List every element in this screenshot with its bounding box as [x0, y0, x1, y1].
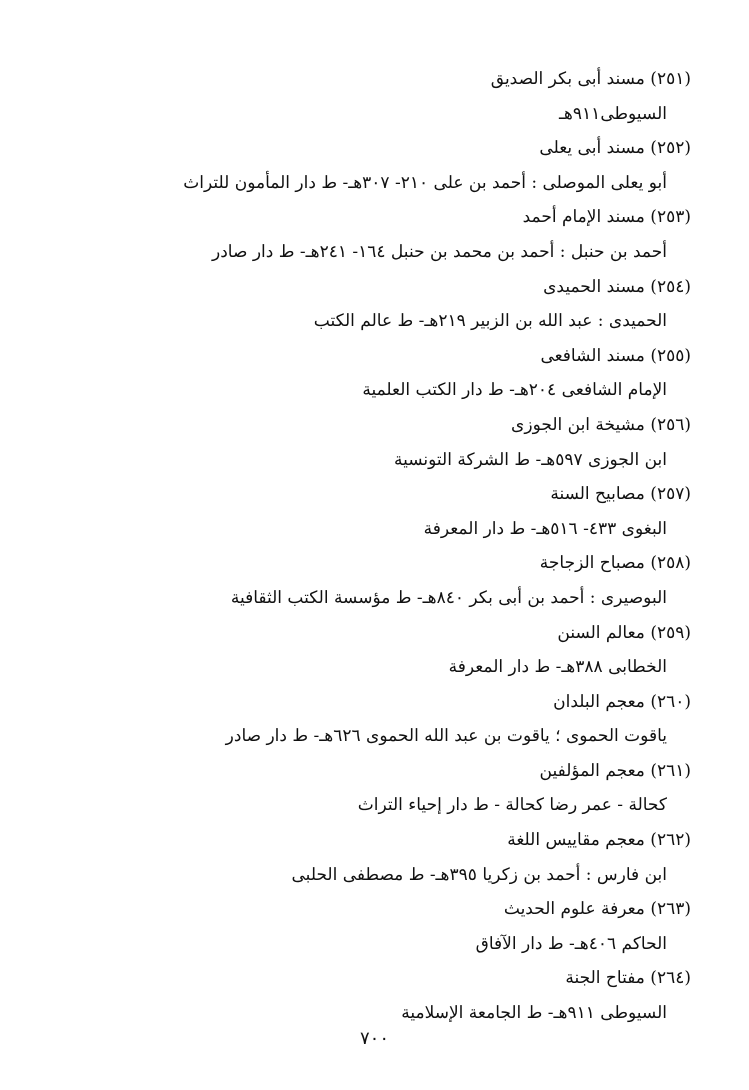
entry-detail: الخطابى ٣٨٨هـ- ط دار المعرفة — [448, 657, 667, 678]
entry-detail: كحالة - عمر رضا كحالة - ط دار إحياء التراث — [357, 795, 667, 816]
page-number: ٧٠٠ — [359, 1028, 389, 1049]
entry-detail: الحاكم ٤٠٦هـ- ط دار الآفاق — [475, 933, 667, 954]
entry-detail: ياقوت الحموى ؛ ياقوت بن عبد الله الحموى ٦٢٦هـ- ط دار صادر — [225, 726, 667, 747]
bibliography-entry — [91, 892, 691, 961]
entry-title: (٢٦١) معجم المؤلفين — [539, 760, 691, 781]
bibliography-list — [91, 62, 691, 1031]
bibliography-entry — [91, 200, 691, 269]
entry-title: (٢٥١) مسند أبى بكر الصديق — [490, 69, 691, 89]
entry-detail: الحميدى : عبد الله بن الزبير ٢١٩هـ- ط عالم الكتب — [313, 311, 667, 332]
bibliography-entry — [91, 754, 691, 823]
entry-title: (٢٥٢) مسند أبى يعلى — [539, 138, 691, 159]
entry-detail: الإمام الشافعى ٢٠٤هـ- ط دار الكتب العلمية — [362, 380, 667, 401]
entry-detail: أحمد بن حنبل : أحمد بن محمد بن حنبل ١٦٤- ٢٤١هـ- ط دار صادر — [212, 241, 667, 262]
entry-title: (٢٥٣) مسند الإمام أحمد — [522, 207, 691, 228]
entry-detail: ابن فارس : أحمد بن زكريا ٣٩٥هـ- ط مصطفى الحلبى — [291, 864, 667, 885]
entry-detail: السيوطى ٩١١هـ- ط الجامعة الإسلامية — [401, 1003, 667, 1024]
entry-title: (٢٥٧) مصابيح السنة — [550, 484, 691, 505]
bibliography-entry — [91, 685, 691, 754]
bibliography-entry — [91, 616, 691, 685]
entry-detail: ابن الجوزى ٥٩٧هـ- ط الشركة التونسية — [393, 449, 667, 470]
entry-detail: السيوطى٩١١هـ — [558, 103, 667, 124]
bibliography-entry — [91, 131, 691, 200]
entry-title: (٢٥٨) مصباح الزجاجة — [539, 553, 691, 574]
entry-detail: البغوى ٤٣٣- ٥١٦هـ- ط دار المعرفة — [423, 518, 667, 539]
entry-title: (٢٥٥) مسند الشافعى — [540, 345, 691, 366]
bibliography-entry — [91, 546, 691, 615]
bibliography-entry — [91, 961, 691, 1030]
entry-detail: أبو يعلى الموصلى : أحمد بن على ٢١٠- ٣٠٧هـ- ط دار المأمون للتراث — [183, 172, 667, 193]
bibliography-entry — [91, 270, 691, 339]
entry-title: (٢٦٣) معرفة علوم الحديث — [503, 899, 691, 920]
entry-title: (٢٦٢) معجم مقاييس اللغة — [507, 830, 691, 851]
bibliography-entry — [91, 823, 691, 892]
bibliography-entry — [91, 62, 691, 131]
entry-title: (٢٦٤) مفتاح الجنة — [565, 968, 691, 989]
entry-title: (٢٦٠) معجم البلدان — [553, 691, 691, 712]
bibliography-entry — [91, 408, 691, 477]
entry-title: (٢٥٦) مشيخة ابن الجوزى — [511, 414, 691, 435]
entry-title: (٢٥٩) معالم السنن — [557, 622, 691, 643]
entry-detail: البوصيرى : أحمد بن أبى بكر ٨٤٠هـ- ط مؤسسة الكتب الثقافية — [230, 587, 667, 608]
bibliography-entry — [91, 339, 691, 408]
bibliography-entry — [91, 477, 691, 546]
entry-title: (٢٥٤) مسند الحميدى — [543, 276, 691, 297]
